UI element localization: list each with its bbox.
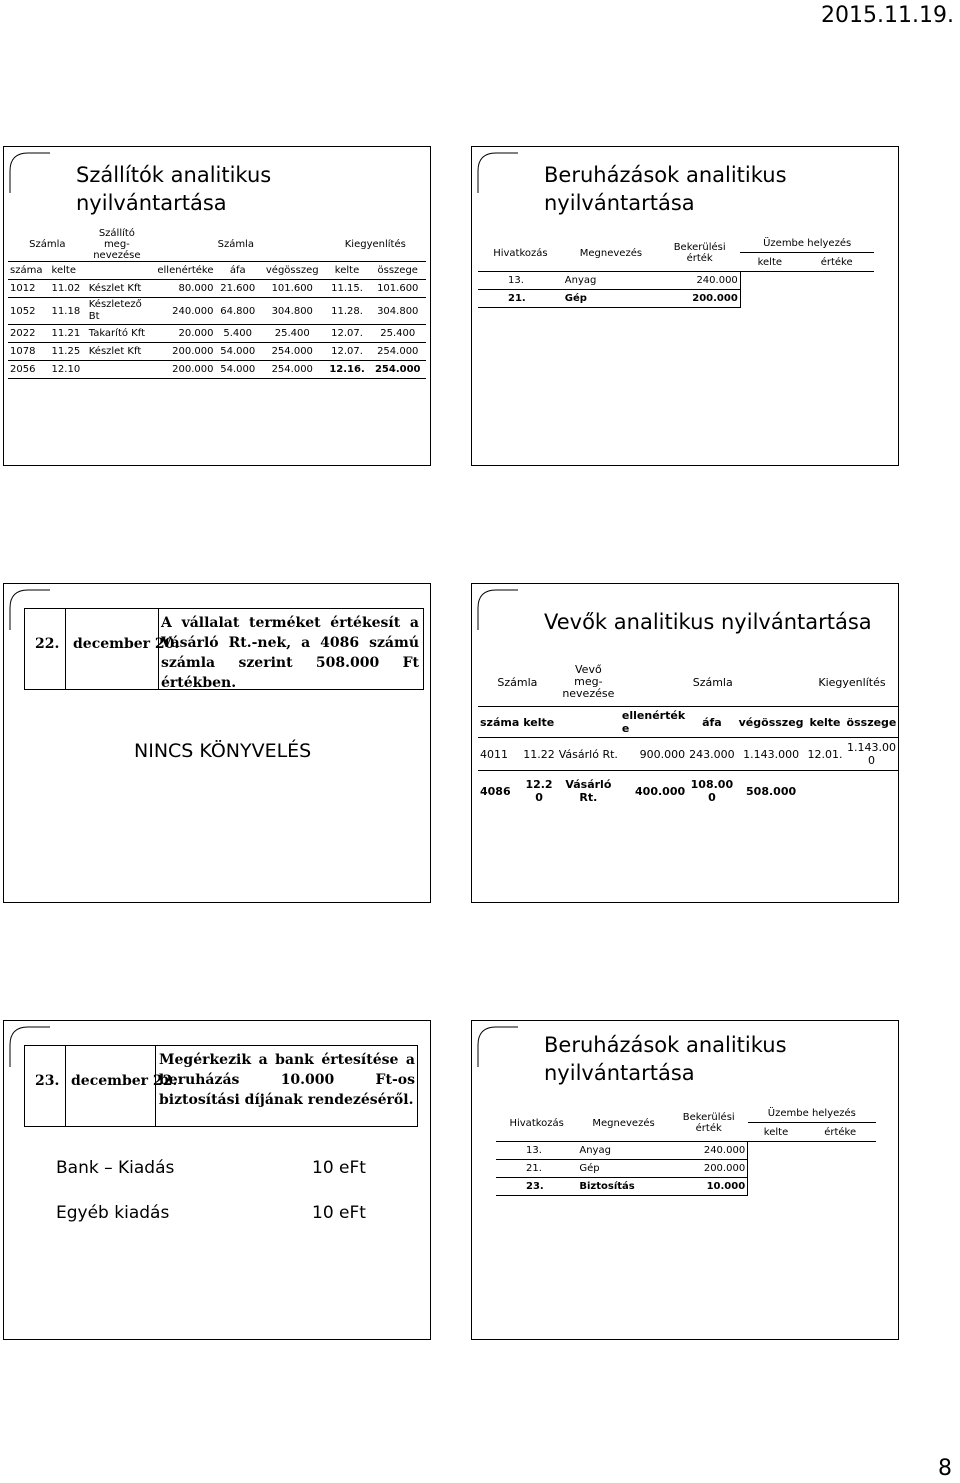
table-row: 4011 11.22 Vásárló Rt. 900.000 243.000 1.143.000 12.01. 1.143.00 0 (478, 738, 899, 771)
slide-title: Szállítók analitikus nyilvántartása (76, 163, 272, 215)
sub-header: ellenérték e (620, 707, 687, 738)
slide-title: Beruházások analitikus nyilvántartása (544, 1033, 787, 1085)
slide-vevok (471, 583, 899, 903)
event-number: 23. (35, 1073, 60, 1089)
event-description: Megérkezik a bank értesítése a beruházás 10.000 Ft-os biztosítási díjának rendezéséről. (159, 1052, 415, 1108)
sub-header: összege (845, 707, 899, 738)
col-header-hivatkozas: Hivatkozás (493, 247, 548, 259)
sub-header: kelte (521, 707, 557, 738)
header-date: 2015.11.19. (821, 3, 954, 28)
sub-header: végösszeg (260, 262, 325, 280)
page-number: 8 (938, 1456, 952, 1481)
table-row: 4086 12.2 0 Vásárló Rt. 400.000 108.00 0 508.000 (478, 771, 899, 812)
table-row: 13. Anyag 240.000 (496, 1142, 876, 1160)
corner-decoration-icon (472, 147, 520, 195)
corner-decoration-icon (472, 584, 520, 632)
sub-header: kelte (50, 262, 87, 280)
col-header-szamla: Számla (478, 658, 557, 707)
no-booking-note: NINCS KÖNYVELÉS (134, 740, 312, 762)
col-header-bekerulesi: Bekerülési érték (682, 1112, 735, 1134)
sub-header: ellenértéke (147, 262, 216, 280)
entry-credit-amount: 10 eFt (312, 1203, 366, 1223)
sub-header: kelte (325, 262, 370, 280)
table-row: 1052 11.18 Készletező Bt 240.000 64.800 304.800 11.28. 304.800 (8, 298, 426, 325)
event-description: A vállalat terméket értékesít a Vásárló Rt.-nek, a 4086 számú számla szerint 508.000 Ft értékben. (161, 615, 419, 691)
table-row: 1012 11.02 Készlet Kft 80.000 21.600 101.600 11.15. 101.600 (8, 280, 426, 298)
corner-decoration-icon (472, 1021, 520, 1069)
col-header-megnevezes: Megnevezés (579, 247, 643, 259)
entry-credit-label: Egyéb kiadás (56, 1203, 170, 1223)
sub-header: kelte (806, 707, 845, 738)
table-row: 1078 11.25 Készlet Kft 200.000 54.000 254.000 12.07. 254.000 (8, 343, 426, 361)
event-date: december 22. (71, 1073, 178, 1089)
col-header-szallito: Szállító meg- nevezése (87, 227, 147, 262)
col-header-kiegyenlites: Kiegyenlítés (325, 227, 426, 262)
entry-debit-amount: 10 eFt (312, 1158, 366, 1178)
slide-title: Beruházások analitikus nyilvántartása (544, 163, 787, 215)
table-row: 21. Gép 200.000 (496, 1160, 876, 1178)
col-header-erteke: értéke (804, 1123, 876, 1142)
entry-debit-label: Bank – Kiadás (56, 1158, 175, 1178)
col-header-uzembe: Üzembe helyezés (748, 1105, 876, 1123)
col-header-kelte: kelte (748, 1123, 805, 1142)
sub-header: áfa (687, 707, 737, 738)
col-header-erteke: értéke (799, 253, 874, 272)
table-row: 13. Anyag 240.000 (478, 272, 874, 290)
event-date: december 20. (73, 636, 180, 652)
col-header-kelte: kelte (740, 253, 799, 272)
slide-event-23 (3, 1020, 431, 1340)
sub-header: száma (8, 262, 50, 280)
sub-header: összege (370, 262, 427, 280)
col-header-kiegyenlites: Kiegyenlítés (806, 658, 899, 707)
table-row: 2022 11.21 Takarító Kft 20.000 5.400 25.400 12.07. 25.400 (8, 325, 426, 343)
sub-header: áfa (216, 262, 260, 280)
sub-header: végösszeg (737, 707, 806, 738)
sub-header: száma (478, 707, 521, 738)
suppliers-table (8, 227, 426, 379)
slide-beruhazasok (471, 146, 899, 466)
slide-beruhazasok-2 (471, 1020, 899, 1340)
sub-header (557, 707, 620, 738)
col-header-vevo: Vevő meg- nevezése (557, 658, 620, 707)
col-header-uzembe: Üzembe helyezés (740, 235, 874, 253)
slide-event-22 (3, 583, 431, 903)
event-box (24, 1045, 418, 1127)
customers-table (478, 658, 899, 811)
col-header-szamla: Számla (8, 227, 87, 262)
investments-table (478, 235, 874, 308)
investments-table (496, 1105, 876, 1196)
event-box (24, 608, 424, 690)
corner-decoration-icon (4, 147, 52, 195)
table-row: 2056 12.10 200.000 54.000 254.000 12.16. 254.000 (8, 361, 426, 379)
sub-header (87, 262, 147, 280)
col-header-szamla2: Számla (147, 227, 325, 262)
slide-szallitok (3, 146, 431, 466)
table-row: 21. Gép 200.000 (478, 290, 874, 308)
slide-title: Vevők analitikus nyilvántartása (544, 610, 872, 634)
col-header-megnevezes: Megnevezés (592, 1117, 655, 1129)
event-number: 22. (35, 636, 60, 652)
table-row: 23. Biztosítás 10.000 (496, 1178, 876, 1196)
col-header-szamla2: Számla (620, 658, 806, 707)
col-header-bekerulesi: Bekerülési érték (673, 242, 726, 264)
col-header-hivatkozas: Hivatkozás (509, 1117, 564, 1129)
